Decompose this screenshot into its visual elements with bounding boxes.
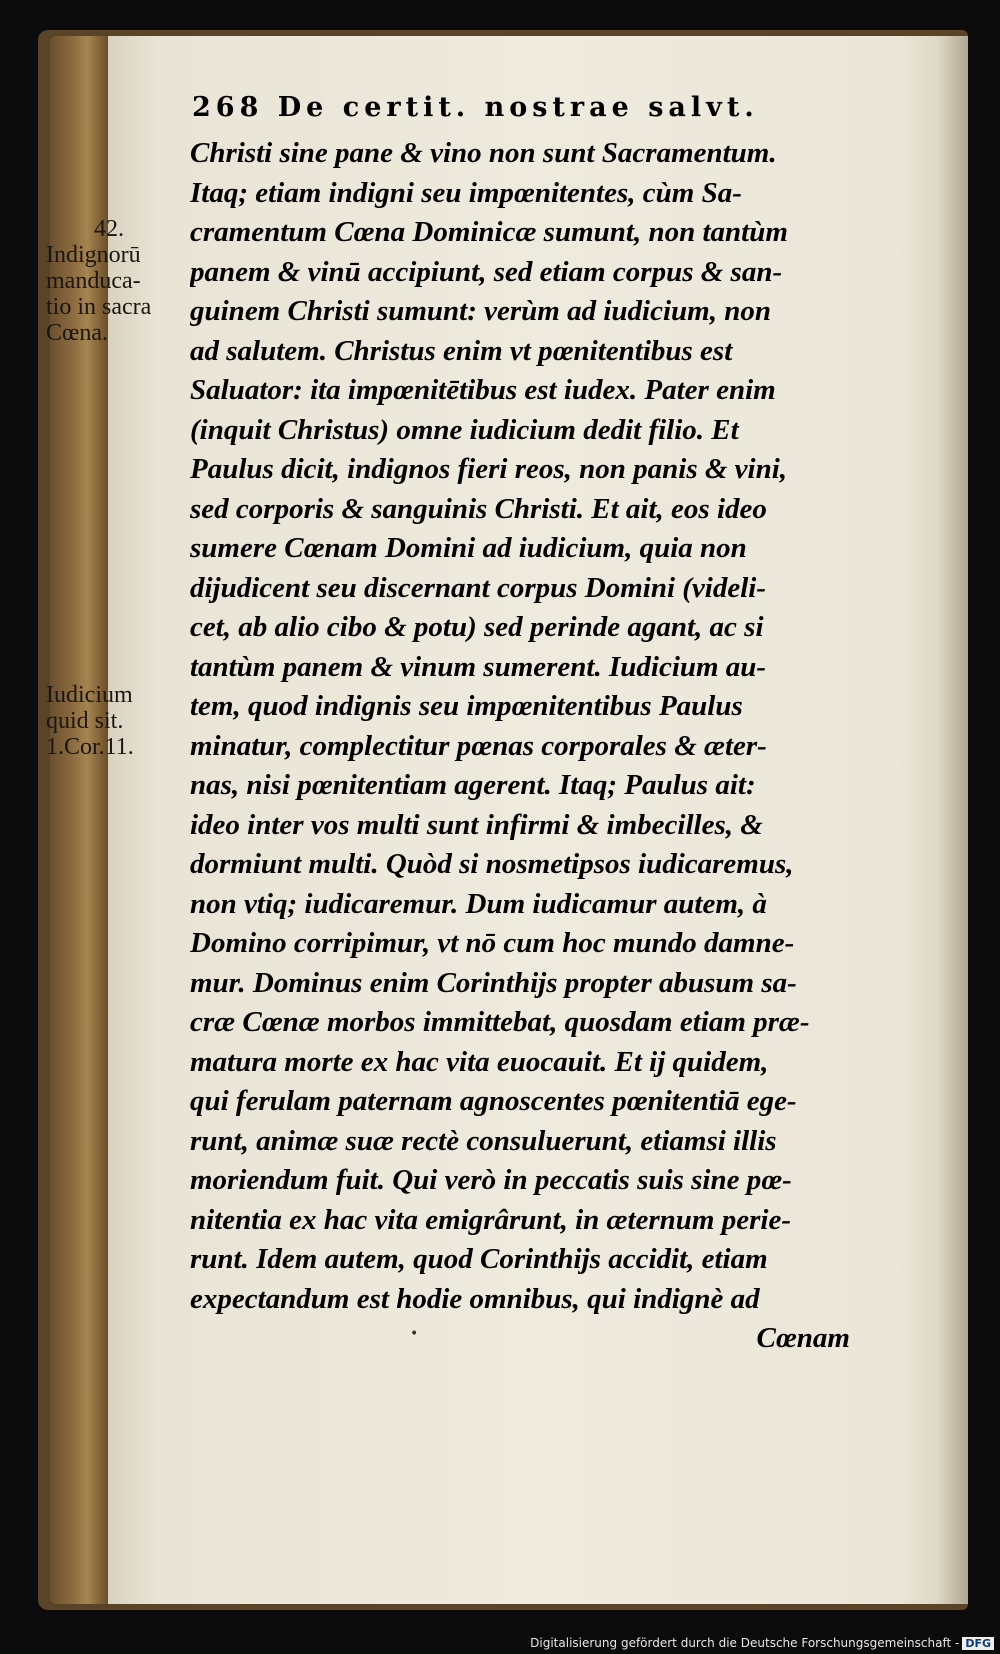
body-line: tem, quod indignis seu impœnitentibus Paulus	[190, 690, 743, 722]
margin-note-line: quid sit.	[46, 708, 124, 734]
margin-note-line: manduca-	[46, 268, 141, 294]
body-line: qui ferulam paternam agnoscentes pœnitentiā ege-	[190, 1085, 797, 1117]
dfg-logo: DFG	[962, 1637, 994, 1650]
body-line: Domino corripimur, vt nō cum hoc mundo damne-	[190, 927, 795, 959]
body-line: cræ Cœnæ morbos immittebat, quosdam etiam præ-	[190, 1006, 810, 1038]
body-text	[190, 134, 850, 1359]
body-line: runt, animæ suæ rectè consuluerunt, etiamsi illis	[190, 1124, 777, 1157]
body-line: non vtiq; iudicaremur. Dum iudicamur autem, à	[190, 887, 767, 920]
margin-note-indignorum	[46, 216, 186, 346]
body-line: Saluator: ita impœnitētibus est iudex. Pater enim	[190, 374, 776, 406]
margin-note-line: Indignorū	[46, 242, 141, 268]
margin-note-number: 42.	[94, 216, 124, 242]
body-line: runt. Idem autem, quod Corinthijs accidit, etiam	[190, 1243, 768, 1275]
body-line: ideo inter vos multi sunt infirmi & imbecilles, &	[190, 808, 763, 841]
margin-note-line: Cœna.	[46, 320, 108, 346]
body-line: tantùm panem & vinum sumerent. Iudicium au-	[190, 650, 767, 683]
margin-note-line: Iudicium	[46, 682, 133, 708]
catchword: Cœnam	[756, 1322, 850, 1354]
page-gutter-shadow	[938, 36, 968, 1604]
margin-note-line: tio in sacra	[46, 294, 152, 320]
margin-note-line: 1.Cor.11.	[46, 734, 134, 760]
body-line: nitentia ex hac vita emigrârunt, in æternum perie-	[190, 1203, 791, 1236]
body-line: (inquit Christus) omne iudicium dedit filio. Et	[190, 413, 739, 446]
footer-credit	[530, 1636, 994, 1650]
running-head: 268 De certit. nostrae salvt.	[192, 92, 759, 123]
body-line: Itaq; etiam indigni seu impœnitentes, cùm Sa-	[190, 176, 742, 209]
body-line: panem & vinū accipiunt, sed etiam corpus & san-	[190, 255, 783, 288]
footer-text: Digitalisierung gefördert durch die Deutsche Forschungsgemeinschaft -	[530, 1636, 960, 1650]
body-line: moriendum fuit. Qui verò in peccatis suis sine pœ-	[190, 1164, 792, 1196]
body-line: guinem Christi sumunt: verùm ad iudicium, non	[190, 295, 771, 327]
margin-note-iudicium	[46, 682, 186, 760]
body-line: minatur, complectitur pœnas corporales & æter-	[190, 729, 767, 762]
body-line: cramentum Cœna Dominicæ sumunt, non tantùm	[190, 216, 788, 248]
body-line: dormiunt multi. Quòd si nosmetipsos iudicaremus,	[190, 848, 794, 880]
body-line: Paulus dicit, indignos fieri reos, non panis & vini,	[190, 453, 788, 485]
body-line: expectandum est hodie omnibus, qui indignè ad	[190, 1282, 760, 1315]
body-line: mur. Dominus enim Corinthijs propter abusum sa-	[190, 966, 797, 999]
signature-mark: •	[410, 1326, 419, 1342]
body-line: matura morte ex hac vita euocauit. Et ij quidem,	[190, 1045, 769, 1078]
body-line: sumere Cœnam Domini ad iudicium, quia non	[190, 532, 747, 564]
body-line: Christi sine pane & vino non sunt Sacramentum.	[190, 137, 777, 169]
body-line: dijudicent seu discernant corpus Domini (videli-	[190, 571, 766, 604]
body-line: nas, nisi pœnitentiam agerent. Itaq; Paulus ait:	[190, 769, 756, 801]
body-line: sed corporis & sanguinis Christi. Et ait, eos ideo	[190, 492, 767, 525]
body-line: ad salutem. Christus enim vt pœnitentibus est	[190, 334, 733, 367]
body-line: cet, ab alio cibo & potu) sed perinde agant, ac si	[190, 611, 764, 643]
